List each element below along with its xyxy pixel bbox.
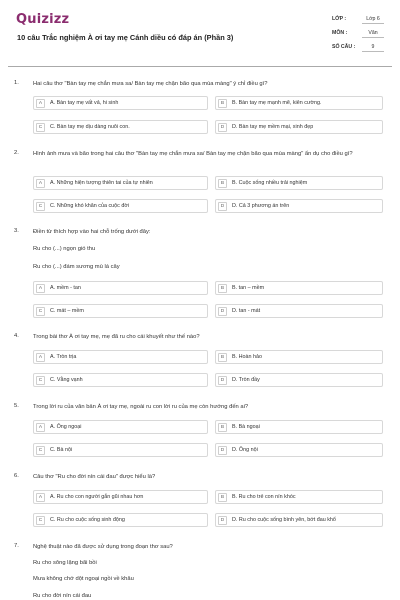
meta-value: Lớp 6 — [362, 14, 384, 24]
meta-value: Văn — [362, 28, 384, 38]
option-text: C. Bàn tay mẹ dịu dàng nuôi con. — [50, 124, 130, 130]
option-text: D. tan - mát — [232, 308, 261, 314]
header-divider — [8, 66, 392, 67]
verse-line: Ru cho đời nín cái đau — [33, 593, 92, 599]
option-letter-badge: B — [218, 353, 227, 362]
page-header — [0, 0, 400, 66]
option-text: A. Ru cho con người gắn gũi nhau hơn — [50, 494, 144, 500]
question-number: 1. — [14, 80, 19, 86]
option-letter-badge: D — [218, 376, 227, 385]
option-text: D. Ông nội — [232, 447, 258, 453]
option-a[interactable] — [33, 490, 208, 504]
option-c[interactable] — [33, 443, 208, 457]
option-d[interactable] — [215, 120, 383, 134]
option-text: A. Những hiện tượng thiên tai của tự nhiên — [50, 180, 153, 186]
option-d[interactable] — [215, 199, 383, 213]
verse-line: Ru cho sông lặng bãi bồi — [33, 560, 97, 566]
option-text: A. Tròn trịa — [50, 354, 77, 360]
option-text: A. Bàn tay mẹ vất vả, hi sinh — [50, 100, 119, 106]
option-text: C. Vằng vạnh — [50, 377, 83, 383]
option-letter-badge: B — [218, 284, 227, 293]
option-letter-badge: D — [218, 446, 227, 455]
option-b[interactable] — [215, 176, 383, 190]
option-letter-badge: C — [36, 307, 45, 316]
option-a[interactable] — [33, 176, 208, 190]
option-text: C. Ru cho cuộc sống sinh động — [50, 517, 125, 523]
option-letter-badge: A — [36, 423, 45, 432]
option-text: B. Cuộc sống nhiều trải nghiệm — [232, 180, 308, 186]
option-c[interactable] — [33, 373, 208, 387]
option-letter-badge: B — [218, 179, 227, 188]
option-d[interactable] — [215, 304, 383, 318]
question-text: Trong lời ru của văn bản À ơi tay mẹ, ngoài ru con lời ru của mẹ còn hướng đến ai? — [33, 404, 249, 410]
question-number: 5. — [14, 403, 19, 409]
option-d[interactable] — [215, 443, 383, 457]
question-text: Trong bài thơ À ơi tay mẹ, mẹ đã ru cho cái khuyết như thế nào? — [33, 334, 200, 340]
option-letter-badge: C — [36, 123, 45, 132]
option-letter-badge: D — [218, 307, 227, 316]
option-a[interactable] — [33, 96, 208, 110]
option-text: D. Cả 3 phương án trên — [232, 203, 290, 209]
option-letter-badge: A — [36, 284, 45, 293]
option-c[interactable] — [33, 304, 208, 318]
option-b[interactable] — [215, 350, 383, 364]
option-c[interactable] — [33, 199, 208, 213]
meta-key: MÔN : — [332, 30, 348, 36]
option-c[interactable] — [33, 513, 208, 527]
option-letter-badge: D — [218, 516, 227, 525]
option-letter-badge: C — [36, 446, 45, 455]
option-letter-badge: D — [218, 202, 227, 211]
meta-row-subject — [332, 28, 384, 42]
question-text: Câu thơ "Ru cho đời nín cái đau" được hiểu là? — [33, 474, 156, 480]
option-text: C. Những khó khăn của cuộc đời — [50, 203, 130, 209]
option-d[interactable] — [215, 513, 383, 527]
option-text: B. Ru cho trẻ con nín khóc — [232, 494, 296, 500]
option-b[interactable] — [215, 281, 383, 295]
question-text: Hai câu thơ "Bàn tay mẹ chắn mưa sa/ Bàn tay mẹ chặn bão qua mùa màng" ý chỉ điều gì? — [33, 81, 268, 87]
option-text: B. Hoàn hảo — [232, 354, 262, 360]
option-text: A. mềm - tan — [50, 285, 81, 291]
option-letter-badge: D — [218, 123, 227, 132]
verse-line: Ru cho (...) đám sương mù lá cây — [33, 264, 120, 270]
question-text: Hình ảnh mưa và bão trong hai câu thơ "Bàn tay mẹ chắn mưa sa/ Bàn tay mẹ chặn bão qua mùa màng" ẩn dụ cho điều gì? — [33, 151, 353, 157]
option-letter-badge: A — [36, 99, 45, 108]
page-title: 10 câu Trắc nghiệm À ơi tay mẹ Cánh diều có đáp án (Phần 3) — [17, 33, 234, 42]
option-letter-badge: B — [218, 423, 227, 432]
meta-value: 9 — [362, 42, 384, 52]
option-a[interactable] — [33, 281, 208, 295]
meta-key: SỐ CÂU : — [332, 44, 356, 50]
option-b[interactable] — [215, 420, 383, 434]
option-a[interactable] — [33, 350, 208, 364]
option-b[interactable] — [215, 490, 383, 504]
option-text: B. tan – mềm — [232, 285, 265, 291]
option-letter-badge: C — [36, 376, 45, 385]
quizizz-logo: Quizizz — [16, 12, 70, 27]
option-letter-badge: B — [218, 493, 227, 502]
option-letter-badge: A — [36, 353, 45, 362]
option-d[interactable] — [215, 373, 383, 387]
question-text: Nghệ thuật nào đã được sử dụng trong đoạn thơ sau? — [33, 544, 173, 550]
question-text: Điền từ thích hợp vào hai chỗ trống dưới đây: — [33, 229, 151, 235]
option-text: A. Ông ngoại — [50, 424, 82, 430]
question-number: 7. — [14, 543, 19, 549]
question-number: 6. — [14, 473, 19, 479]
option-b[interactable] — [215, 96, 383, 110]
meta-row-grade — [332, 14, 384, 28]
meta-box — [332, 14, 384, 56]
question-number: 2. — [14, 150, 19, 156]
option-text: D. Ru cho cuộc sống bình yên, bớt đau khổ — [232, 517, 336, 523]
option-letter-badge: A — [36, 179, 45, 188]
option-letter-badge: A — [36, 493, 45, 502]
option-letter-badge: C — [36, 202, 45, 211]
meta-row-count — [332, 42, 384, 56]
option-a[interactable] — [33, 420, 208, 434]
verse-line: Mưa không chớ dột ngoại ngồi về khâu — [33, 576, 134, 582]
option-text: C. mát – mềm — [50, 308, 84, 314]
option-text: B. Bàn tay mẹ mạnh mẽ, kiên cường. — [232, 100, 322, 106]
option-letter-badge: C — [36, 516, 45, 525]
option-text: B. Bà ngoại — [232, 424, 260, 430]
option-text: D. Tròn đầy — [232, 377, 260, 383]
question-number: 3. — [14, 228, 19, 234]
option-c[interactable] — [33, 120, 208, 134]
option-text: D. Bàn tay mẹ mềm mại, xinh đẹp — [232, 124, 314, 130]
option-text: C. Bà nội — [50, 447, 73, 453]
question-number: 4. — [14, 333, 19, 339]
verse-line: Ru cho (...) ngọn gió thu — [33, 246, 96, 252]
option-letter-badge: B — [218, 99, 227, 108]
meta-key: LỚP : — [332, 16, 347, 22]
